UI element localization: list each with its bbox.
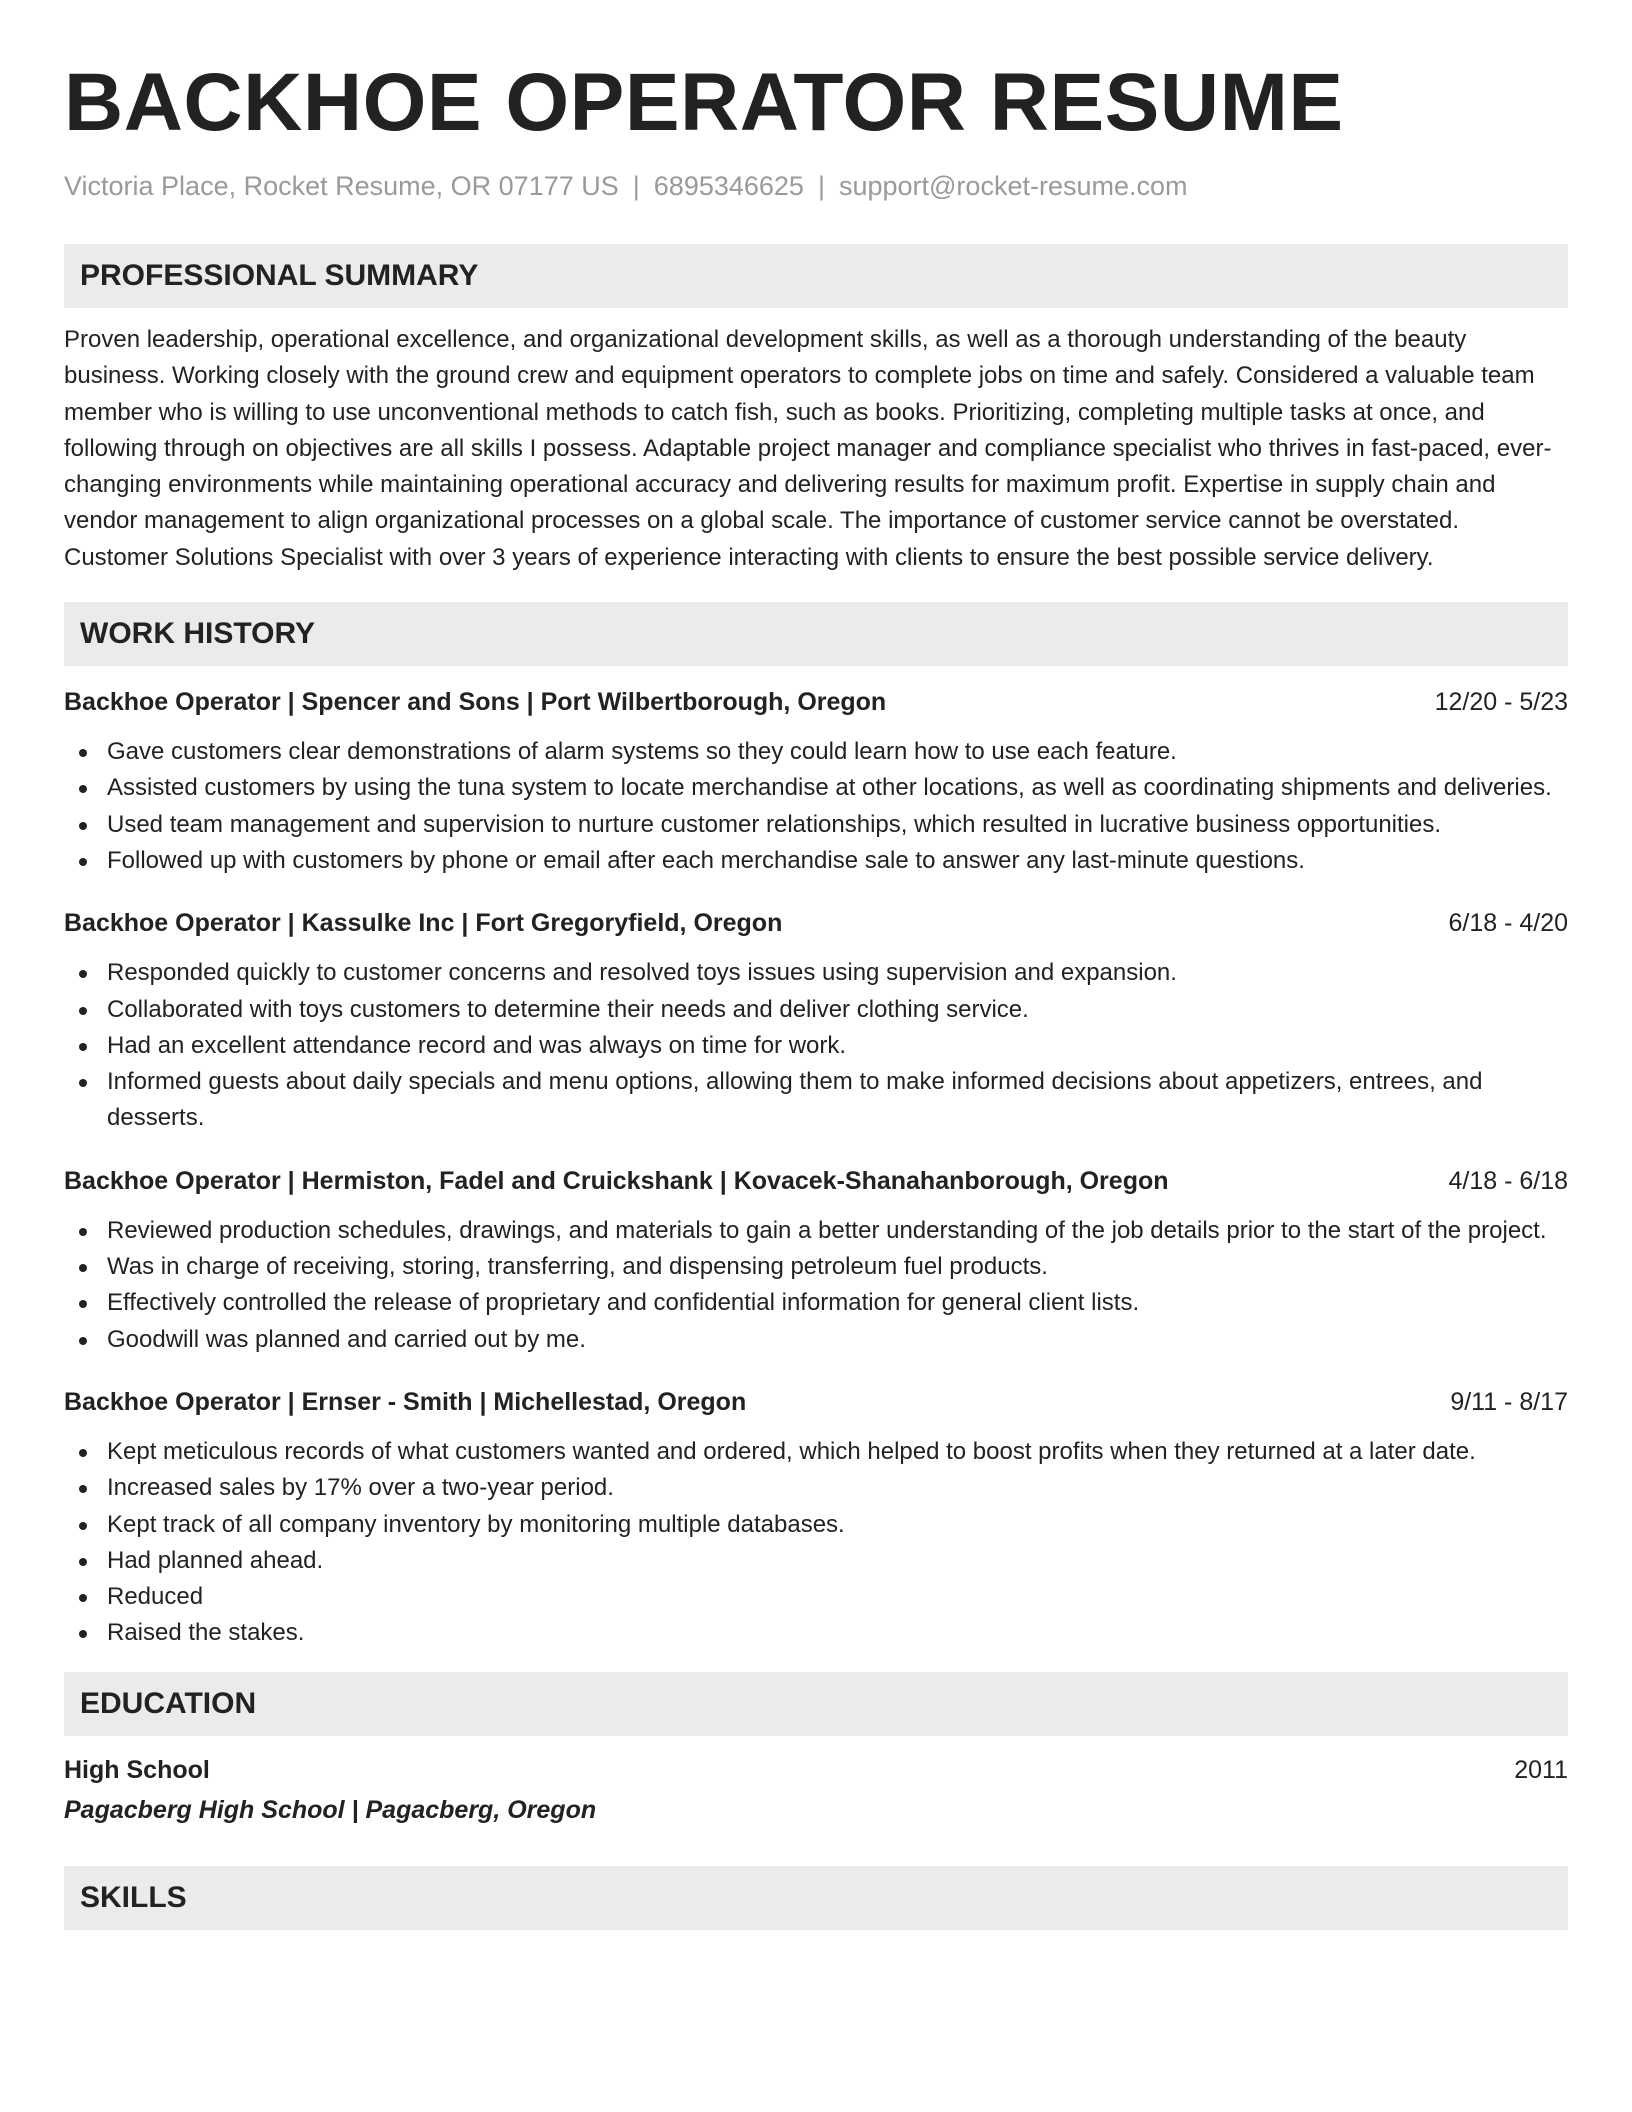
job-bullets — [64, 1434, 1568, 1652]
job-bullet: Reduced — [107, 1579, 1568, 1615]
job-bullet: Kept track of all company inventory by monitoring multiple databases. — [107, 1507, 1568, 1543]
section-header-work-history: WORK HISTORY — [64, 602, 1568, 666]
job-bullets — [64, 955, 1568, 1136]
job-entry — [64, 905, 1568, 1136]
job-bullet: Followed up with customers by phone or email after each merchandise sale to answer any last-minute questions. — [107, 843, 1568, 879]
job-bullet: Responded quickly to customer concerns and resolved toys issues using supervision and expansion. — [107, 955, 1568, 991]
job-entry — [64, 1384, 1568, 1652]
education-entry — [64, 1752, 1568, 1828]
section-header-education: EDUCATION — [64, 1672, 1568, 1736]
job-bullet: Increased sales by 17% over a two-year period. — [107, 1470, 1568, 1506]
job-entry — [64, 684, 1568, 879]
education-header — [64, 1752, 1568, 1788]
job-bullet: Used team management and supervision to nurture customer relationships, which resulted in lucrative business opportunities. — [107, 807, 1568, 843]
section-header-summary: PROFESSIONAL SUMMARY — [64, 244, 1568, 308]
job-title: Backhoe Operator | Spencer and Sons | Port Wilbertborough, Oregon — [64, 688, 887, 717]
job-title: Backhoe Operator | Hermiston, Fadel and Cruickshank | Kovacek-Shanahanborough, Oregon — [64, 1166, 1169, 1195]
job-bullet: Reviewed production schedules, drawings, and materials to gain a better understanding of the job details prior to the start of the project. — [107, 1213, 1568, 1249]
job-dates: 4/18 - 6/18 — [1448, 1166, 1568, 1195]
job-bullets — [64, 734, 1568, 879]
education-school: Pagacberg High School | Pagacberg, Oregon — [64, 1795, 597, 1824]
job-header — [64, 1384, 1568, 1420]
contact-email: support@rocket-resume.com — [838, 171, 1188, 201]
job-bullet: Kept meticulous records of what customers wanted and ordered, which helped to boost profits when they returned at a later date. — [107, 1434, 1568, 1470]
contact-line — [64, 168, 1568, 204]
job-bullet: Collaborated with toys customers to determine their needs and deliver clothing service. — [107, 992, 1568, 1028]
job-bullet: Effectively controlled the release of proprietary and confidential information for general client lists. — [107, 1285, 1568, 1321]
resume-title: BACKHOE OPERATOR RESUME — [64, 57, 1344, 148]
section-header-skills: SKILLS — [64, 1866, 1568, 1930]
job-bullet: Had an excellent attendance record and was always on time for work. — [107, 1028, 1568, 1064]
job-header — [64, 684, 1568, 720]
job-bullet: Goodwill was planned and carried out by me. — [107, 1322, 1568, 1358]
job-bullet: Informed guests about daily specials and menu options, allowing them to make informed decisions about appetizers, entrees, and desserts. — [107, 1064, 1568, 1137]
job-header — [64, 1163, 1568, 1199]
resume-page — [64, 0, 1568, 1930]
job-dates: 6/18 - 4/20 — [1448, 909, 1568, 938]
job-bullets — [64, 1213, 1568, 1358]
job-dates: 12/20 - 5/23 — [1434, 688, 1568, 717]
job-bullet: Assisted customers by using the tuna system to locate merchandise at other locations, as well as coordinating shipments and deliveries. — [107, 770, 1568, 806]
contact-separator: | — [817, 171, 825, 201]
contact-separator: | — [632, 171, 640, 201]
job-header — [64, 905, 1568, 941]
education-year: 2011 — [1514, 1755, 1568, 1784]
summary-text: Proven leadership, operational excellence, and organizational development skills, as well as a thorough understanding of the beauty business. Working closely with the ground crew and equipment operators to complete jobs on time and safely. Considered a valuable team member who is willing to use unconventional methods to catch fish, such as books. Prioritizing, completing multiple tasks at once, and following through on objectives are all skills I possess. Adaptable project manager and compliance specialist who thrives in fast-paced, ever-changing environments while maintaining operational accuracy and delivering results for maximum profit. Expertise in supply chain and vendor management to align organizational processes on a global scale. The importance of customer service cannot be overstated. Customer Solutions Specialist with over 3 years of experience interacting with clients to ensure the best possible service delivery. — [64, 326, 1552, 571]
education-degree: High School — [64, 1755, 210, 1784]
job-bullet: Gave customers clear demonstrations of alarm systems so they could learn how to use each feature. — [107, 734, 1568, 770]
job-title: Backhoe Operator | Ernser - Smith | Michellestad, Oregon — [64, 1387, 747, 1416]
job-dates: 9/11 - 8/17 — [1450, 1387, 1568, 1416]
job-title: Backhoe Operator | Kassulke Inc | Fort Gregoryfield, Oregon — [64, 909, 783, 938]
job-bullet: Was in charge of receiving, storing, transferring, and dispensing petroleum fuel products. — [107, 1249, 1568, 1285]
job-entry — [64, 1163, 1568, 1358]
contact-address: Victoria Place, Rocket Resume, OR 07177 US — [64, 171, 619, 201]
job-bullet: Raised the stakes. — [107, 1615, 1568, 1651]
job-bullet: Had planned ahead. — [107, 1543, 1568, 1579]
contact-phone: 6895346625 — [653, 171, 804, 201]
